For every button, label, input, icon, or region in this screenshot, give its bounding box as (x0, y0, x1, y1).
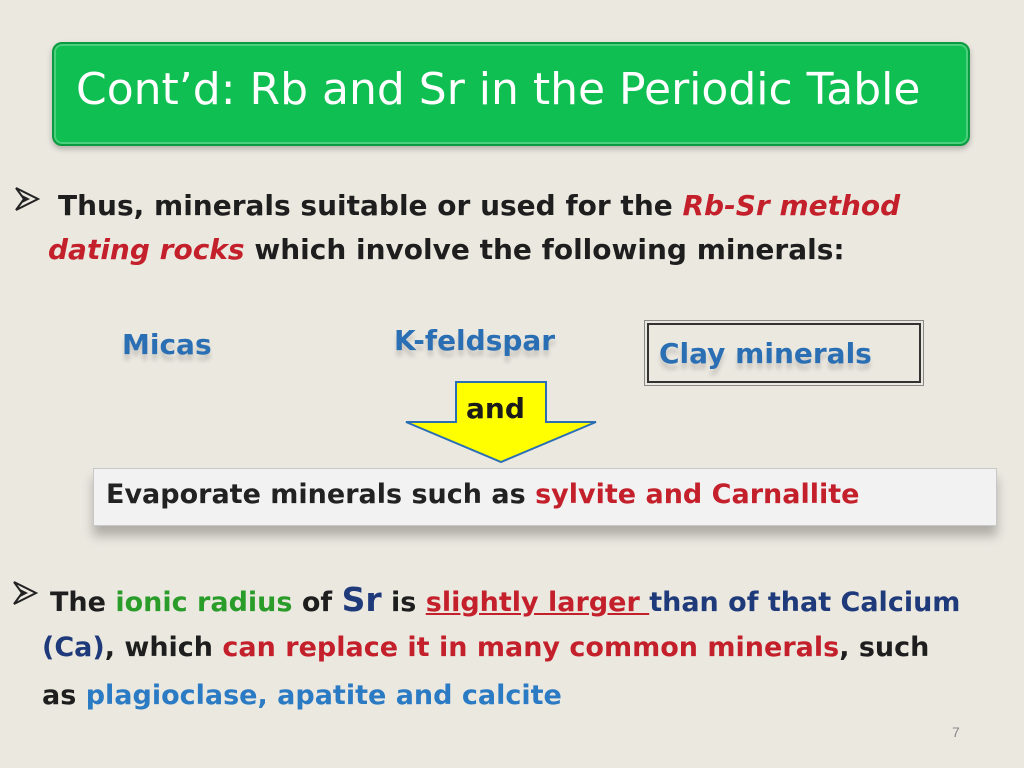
rb-sr-method-text: Rb-Sr method (682, 189, 901, 222)
sr-text: Sr (341, 580, 382, 619)
title-banner (52, 42, 970, 146)
text-which: , which (104, 632, 223, 663)
evaporate-minerals-names: sylvite and Carnallite (535, 479, 860, 510)
arrow-bullet-icon (12, 580, 38, 606)
text-is: is (381, 587, 426, 618)
intro-text-2: which involve the following minerals: (244, 233, 845, 266)
slightly-larger-text: slightly larger (425, 587, 650, 618)
page-number: 7 (952, 724, 960, 740)
intro-line-2 (48, 228, 845, 272)
mineral-clay: Clay minerals (659, 337, 872, 370)
arrow-bullet-icon (14, 186, 40, 212)
dating-rocks-text: dating rocks (48, 233, 245, 266)
ca-text: (Ca) (42, 632, 105, 663)
paragraph-line-2 (42, 624, 929, 672)
intro-text-1: Thus, minerals suitable or used for the (58, 189, 683, 222)
intro-paragraph (48, 184, 901, 266)
replace-text: can replace it in many common minerals (222, 632, 840, 663)
evaporate-text-1: Evaporate minerals such as (106, 479, 536, 510)
ionic-radius-paragraph (42, 576, 961, 711)
than-calcium-text: than of that Calcium (649, 587, 961, 618)
text-the: The (50, 587, 116, 618)
mineral-micas: Micas (122, 328, 212, 361)
text-as: as (42, 680, 86, 711)
text-such: , such (839, 632, 930, 663)
text-of: of (292, 587, 342, 618)
slide-title: Cont’d: Rb and Sr in the Periodic Table (76, 64, 921, 115)
clay-minerals-box (647, 323, 921, 383)
paragraph-line-3 (42, 672, 562, 720)
ionic-radius-text: ionic radius (115, 587, 293, 618)
mineral-k-feldspar: K-feldspar (394, 324, 556, 357)
mineral-list-text: plagioclase, apatite and calcite (85, 680, 562, 711)
evaporate-text (106, 479, 859, 510)
evaporate-box (93, 468, 997, 526)
arrow-label: and (466, 392, 525, 425)
